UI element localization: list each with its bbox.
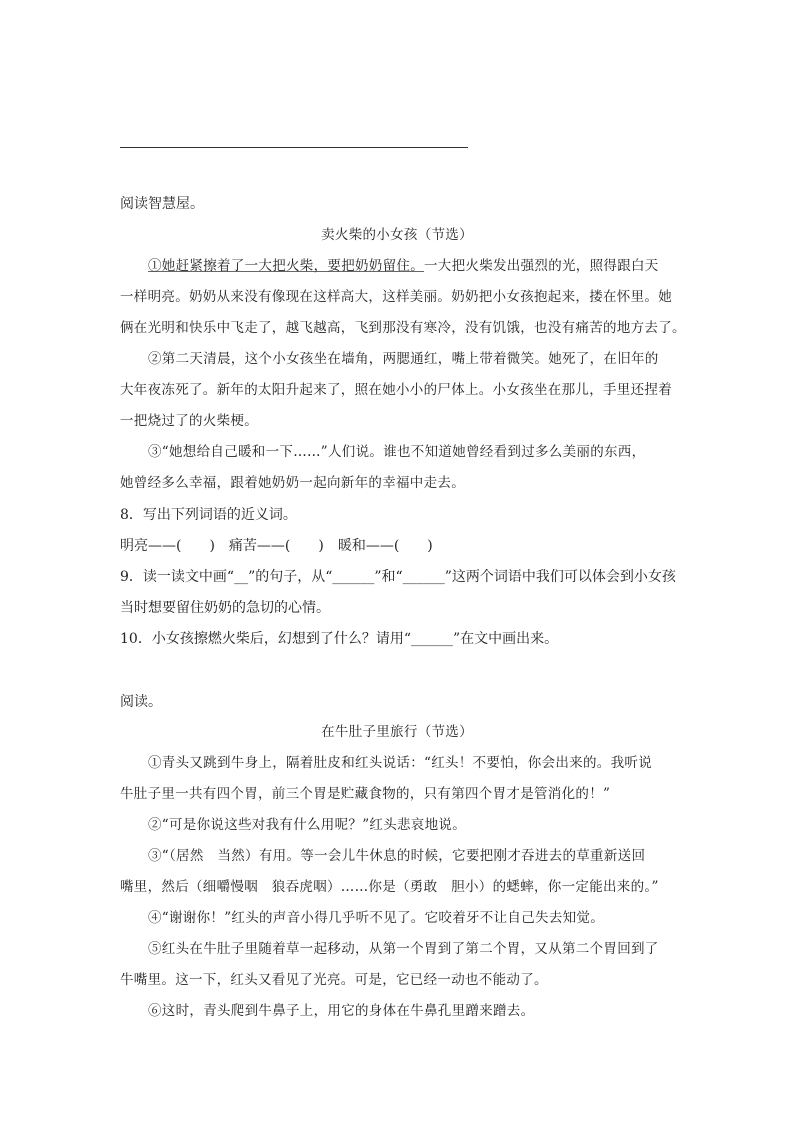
question-8-answers: 明亮——( ) 痛苦——( ) 暖和——( ) [120,538,433,554]
section1-title: 卖火柴的小女孩（节选） [321,227,473,243]
section2-title: 在牛肚子里旅行（节选） [321,724,473,740]
s2-p3-line2: 嘴里，然后（细嚼慢咽 狼吞虎咽）……你是（勇敢 胆小）的蟋蟀，你一定能出来的。” [120,879,659,895]
s2-p1-line2: 牛肚子里一共有四个胃，前三个胃是贮藏食物的，只有第四个胃才是管消化的！” [120,786,611,802]
s2-p5-line1: ⑤红头在牛肚子里随着草一起移动，从第一个胃到了第二个胃，又从第二个胃回到了 [148,941,659,957]
question-9-line1: 9．读一读文中画“__”的句子，从“______”和“______”这两个词语中我们可以体会到小女孩 [120,569,676,585]
s1-p2-line1: ②第二天清晨，这个小女孩坐在墙角，两腮通红，嘴上带着微笑。她死了，在旧年的 [148,351,659,367]
s2-p5-line2: 牛嘴里。这一下，红头又看见了光亮。可是，它已经一动也不能动了。 [120,972,548,988]
s1-p3-line1: ③“她想给自己暖和一下……”人们说。谁也不知道她曾经看到过多么美丽的东西， [148,444,646,460]
question-9-line2: 当时想要留住奶奶的急切的心情。 [120,600,330,616]
top-rule [120,147,468,148]
s2-p1-line1: ①青头又跳到牛身上，隔着肚皮和红头说话：“红头！不要怕，你会出来的。我听说 [148,755,653,771]
question-10: 10．小女孩擦燃火柴后，幻想到了什么？请用“______”在文中画出来。 [120,631,559,647]
s1-p1-line2: 一样明亮。奶奶从来没有像现在这样高大，这样美丽。奶奶把小女孩抱起来，搂在怀里。她 [120,289,672,305]
s1-p2-line2: 大年夜冻死了。新年的太阳升起来了，照在她小小的尸体上。小女孩坐在那儿，手里还捏着 [120,382,672,398]
s1-p1-line3: 俩在光明和快乐中飞走了，越飞越高，飞到那没有寒冷，没有饥饿，也没有痛苦的地方去了。 [120,320,686,336]
s2-p6-line1: ⑥这时，青头爬到牛鼻子上，用它的身体在牛鼻孔里蹭来蹭去。 [148,1003,535,1019]
s1-p1-line1 [148,256,659,276]
section2-heading: 阅读。 [120,694,162,710]
s1-p1-line1-rest: 一大把火柴发出强烈的光，照得跟白天 [424,258,659,274]
s1-p3-line2: 她曾经多么幸福，跟着她奶奶一起向新年的幸福中走去。 [120,475,465,491]
s1-p2-line3: 一把烧过了的火柴梗。 [120,413,258,429]
s2-p2-line1: ②“可是你说这些对我有什么用呢？”红头悲哀地说。 [148,817,467,833]
question-8: 8．写出下列词语的近义词。 [120,507,297,523]
s2-p4-line1: ④“谢谢你！”红头的声音小得几乎听不见了。它咬着牙不让自己失去知觉。 [148,910,605,926]
underlined-sentence: ①她赶紧擦着了一大把火柴，要把奶奶留住。 [148,258,424,274]
s2-p3-line1: ③“（居然 当然）有用。等一会儿牛休息的时候，它要把刚才吞进去的草重新送回 [148,848,646,864]
section1-heading: 阅读智慧屋。 [120,196,204,212]
